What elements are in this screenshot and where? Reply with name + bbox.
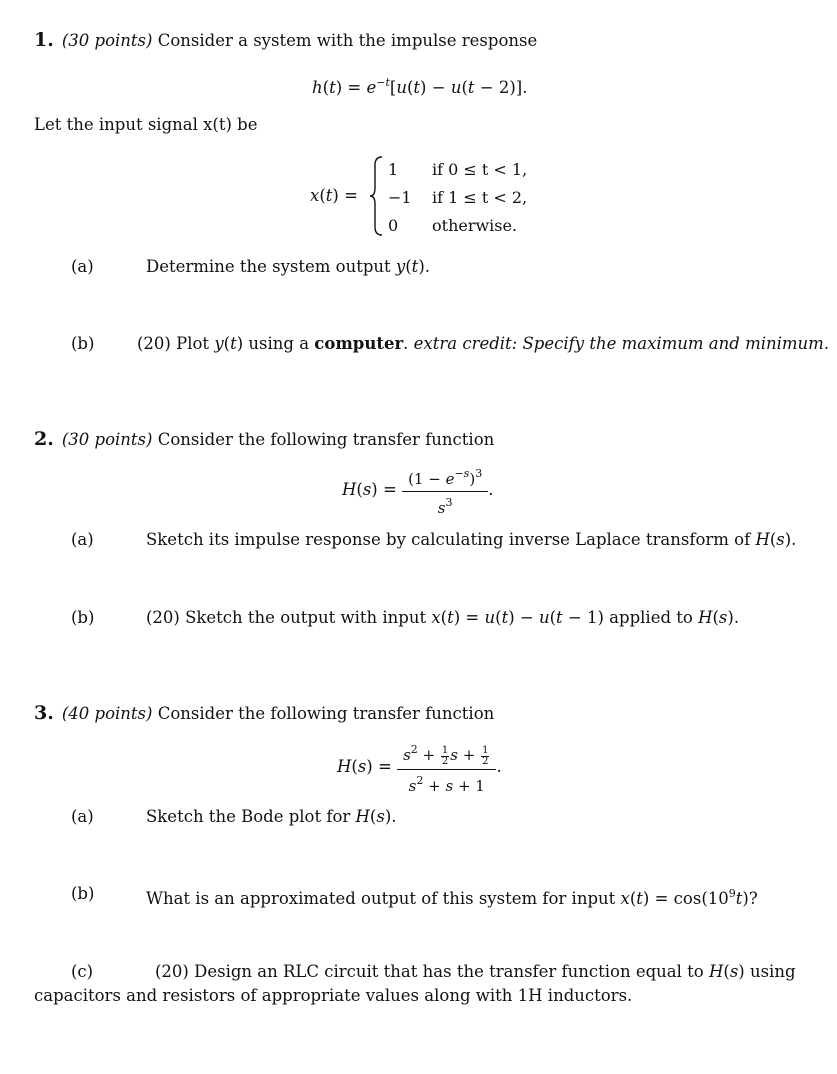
problem-3-points: (40 points) bbox=[61, 704, 153, 723]
problem-2-equation: H(s) = $\frac{(1 - e^{-s})^3}{s^3}$ . bbox=[342, 464, 493, 517]
case-value: −1 bbox=[388, 188, 412, 207]
problem-2b-text: (20) Sketch the output with input x(t) = u(t) − u(t − 1) applied to H(s). bbox=[146, 608, 740, 627]
part-label: (c) bbox=[71, 962, 94, 981]
fraction: $\frac{(1 - e^{-s})^3}{s^3}$ bbox=[405, 464, 485, 517]
fraction: $s^2$ + $\frac{1}{2}$ s + $\frac{1}{2}$ $s^2 + s + 1$ bbox=[400, 740, 493, 795]
problem-1-input-intro: Let the input signal x(t) be bbox=[34, 115, 258, 134]
problem-1-intro: Consider a system with the impulse response bbox=[157, 31, 538, 50]
part-label: (b) bbox=[71, 608, 95, 627]
case-value: 0 bbox=[388, 216, 399, 235]
problem-1-x-lhs: x(t) = bbox=[310, 186, 358, 205]
case-condition: if 1 ≤ t < 2, bbox=[432, 188, 528, 207]
case-row bbox=[388, 184, 533, 212]
part-label: (b) bbox=[71, 334, 95, 353]
problem-3-heading bbox=[34, 702, 494, 725]
problem-3c-text-line1: (20) Design an RLC circuit that has the transfer function equal to H(s) using bbox=[155, 962, 796, 981]
case-row bbox=[388, 212, 533, 240]
problem-2-heading bbox=[34, 428, 494, 451]
part-label: (a) bbox=[71, 257, 94, 276]
left-brace-icon bbox=[368, 155, 384, 237]
case-condition: otherwise. bbox=[432, 216, 518, 235]
case-row bbox=[388, 156, 533, 184]
problem-3-number: 3. bbox=[34, 702, 54, 724]
problem-2-intro: Consider the following transfer function bbox=[157, 430, 495, 449]
case-condition: if 0 ≤ t < 1, bbox=[432, 160, 528, 179]
problem-1-heading bbox=[34, 29, 537, 52]
problem-2-number: 2. bbox=[34, 428, 54, 450]
problem-2a-text: Sketch its impulse response by calculating inverse Laplace transform of H(s). bbox=[146, 530, 797, 549]
problem-3-intro: Consider the following transfer function bbox=[157, 704, 495, 723]
problem-3b-text: What is an approximated output of this system for input $x(t) = \cos(10^9t)$? bbox=[146, 887, 758, 908]
problem-1-cases bbox=[388, 156, 533, 240]
part-label: (b) bbox=[71, 884, 95, 903]
problem-1-number: 1. bbox=[34, 29, 54, 51]
problem-3c-text-line2: capacitors and resistors of appropriate values along with 1H inductors. bbox=[34, 986, 633, 1005]
problem-1a-text: Determine the system output y(t). bbox=[146, 257, 430, 276]
problem-2-points: (30 points) bbox=[61, 430, 153, 449]
part-label: (a) bbox=[71, 530, 94, 549]
part-label: (a) bbox=[71, 807, 94, 826]
problem-1-points: (30 points) bbox=[61, 31, 153, 50]
problem-3a-text: Sketch the Bode plot for H(s). bbox=[146, 807, 397, 826]
problem-1b-text: (20) Plot y(t) using a computer. extra credit: Specify the maximum and minimum. bbox=[137, 334, 830, 353]
problem-3-equation: H(s) = $s^2$ + $\frac{1}{2}$ s + $\frac{1}{2}$ $s^2 + s + 1$ . bbox=[337, 740, 502, 795]
problem-1-equation-h: $h(t) = e^{-t}[u(t) - u(t - 2)]$. bbox=[312, 76, 528, 97]
case-value: 1 bbox=[388, 160, 399, 179]
